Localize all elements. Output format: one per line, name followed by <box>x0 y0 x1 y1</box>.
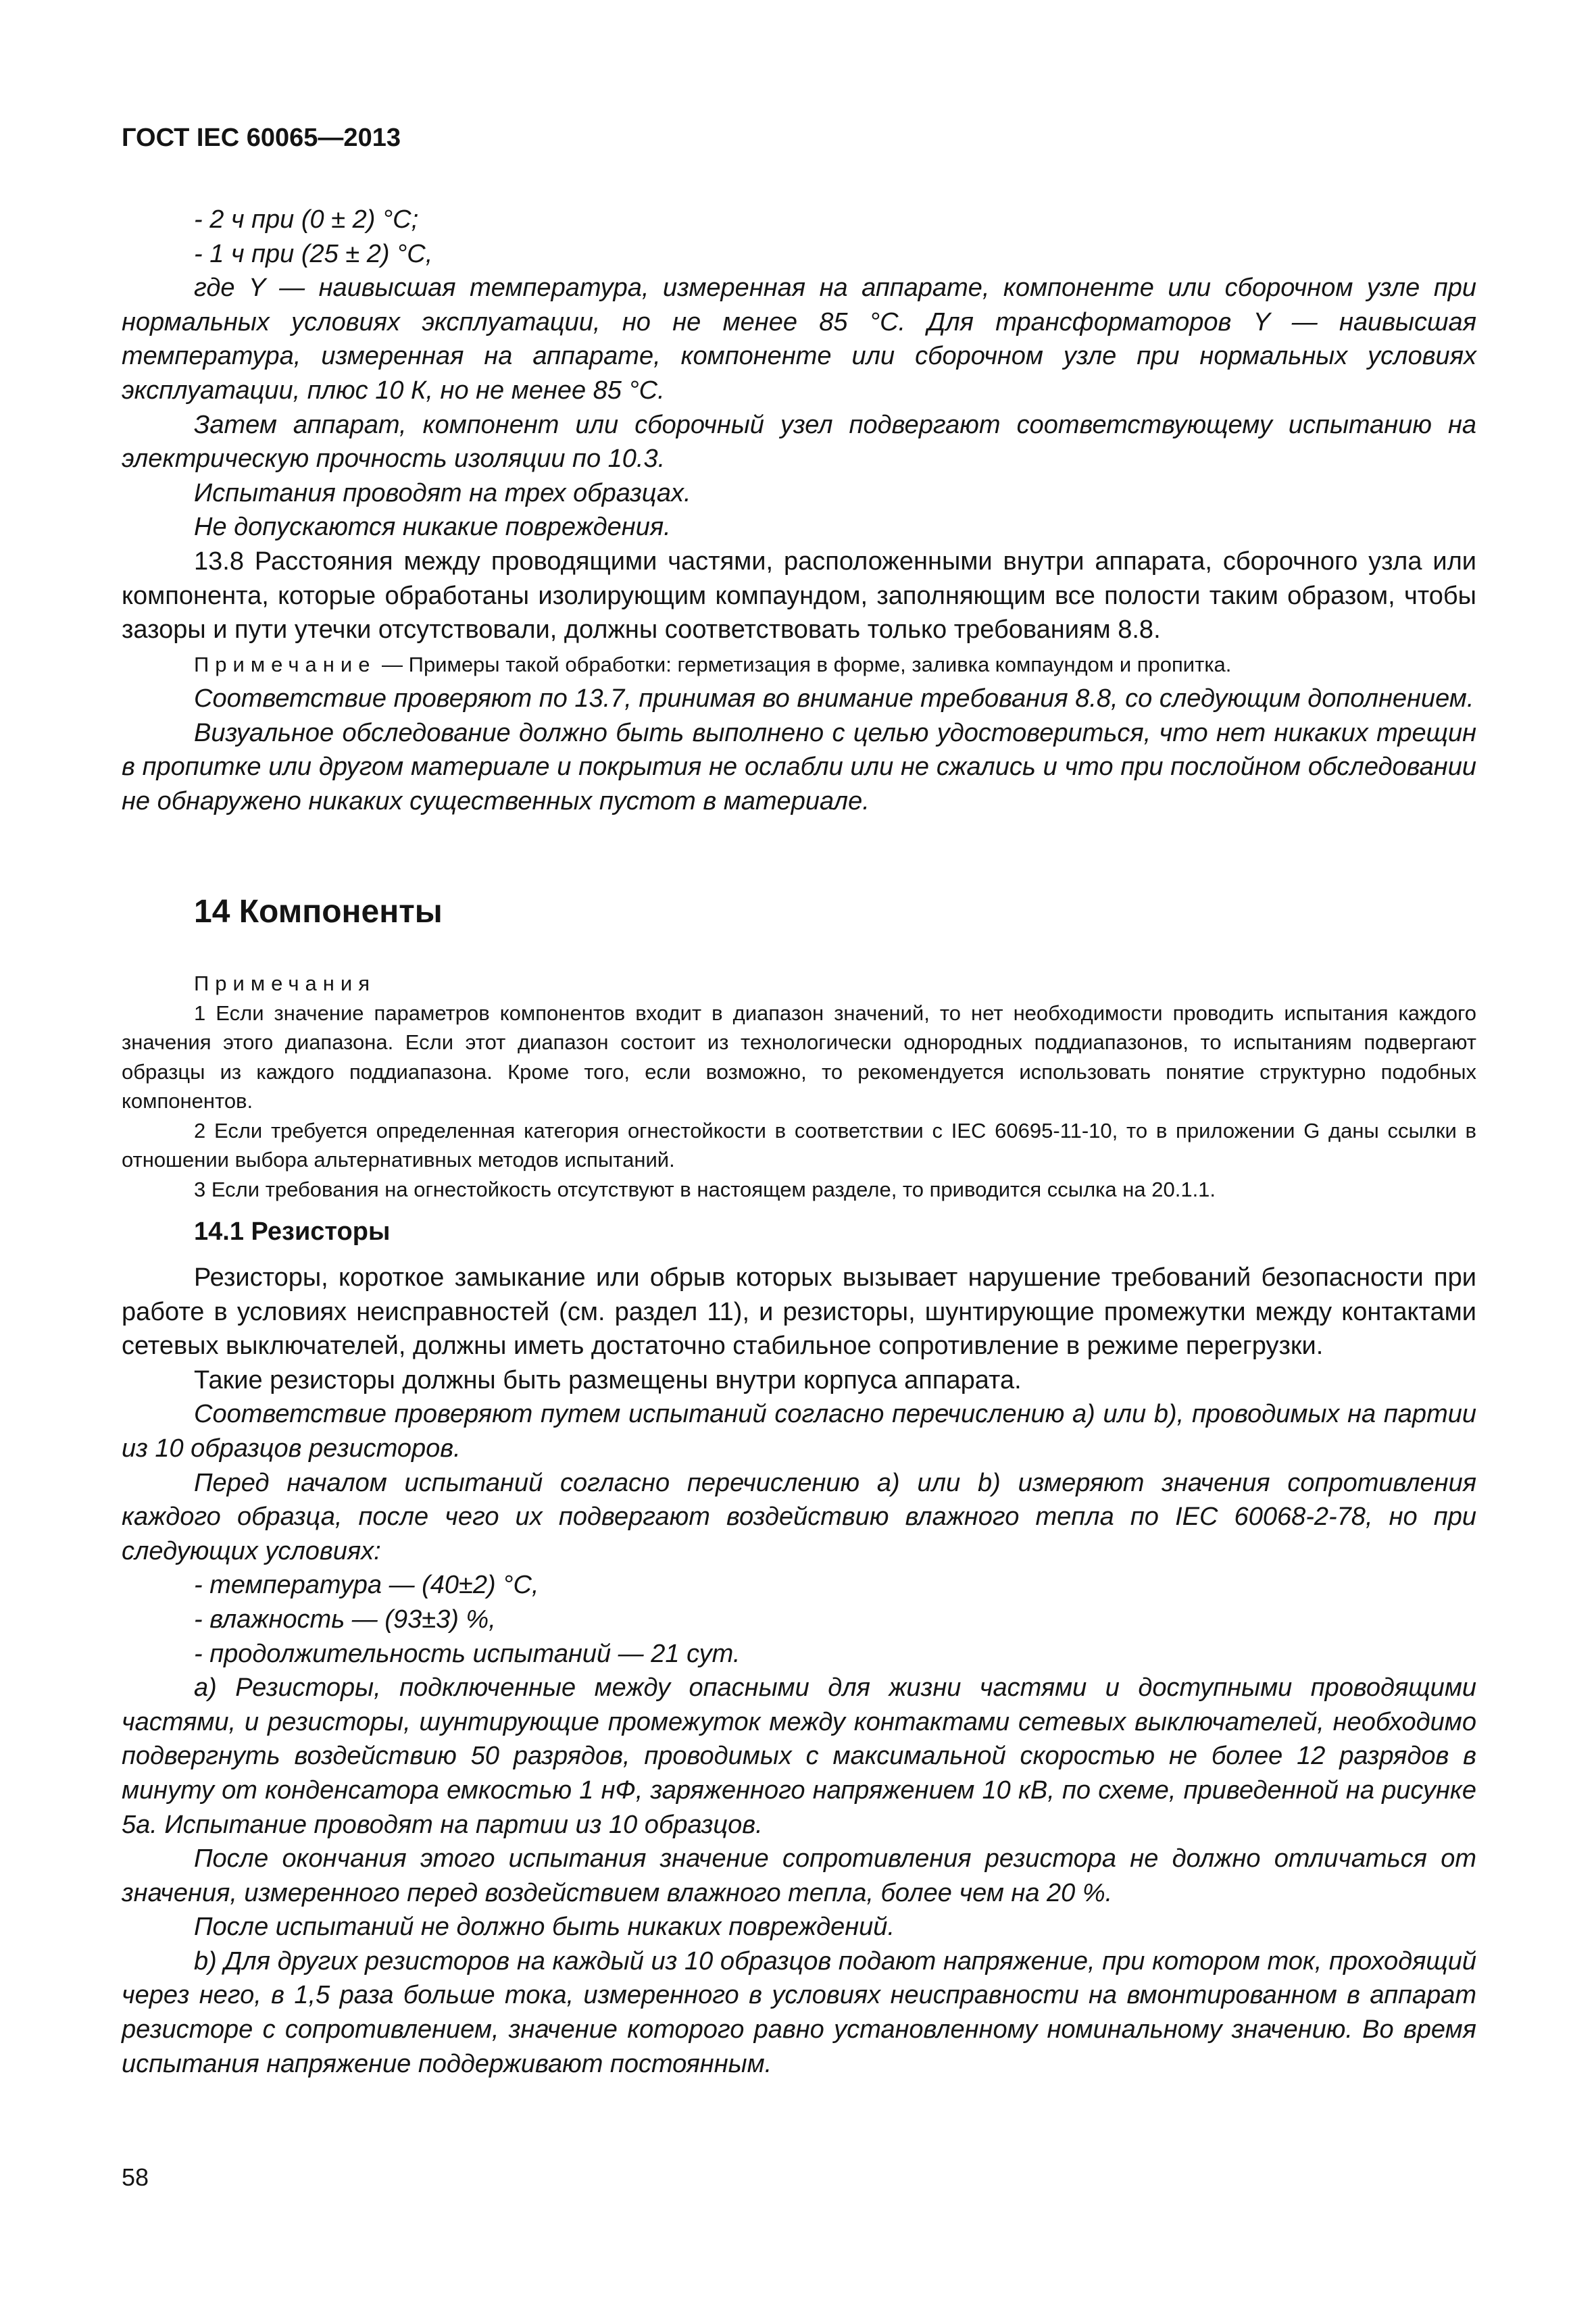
paragraph-no-damage: Не допускаются никакие повреждения. <box>194 513 671 542</box>
note-text: — Примеры такой обработки: герметизация в форме, заливка компаундом и пропитка. <box>376 652 1232 676</box>
subsection-title: 14.1 Резисторы <box>194 1217 391 1246</box>
duration-item: - 1 ч при (25 ± 2) °С, <box>194 239 433 268</box>
clause-13-7-continuation <box>122 203 1476 819</box>
section-14-notes <box>122 969 1476 1204</box>
notes-label: Примечания <box>194 972 376 995</box>
paragraph-resistors-placement: Такие резисторы должны быть размещены внутри корпуса аппарата. <box>194 1365 1022 1394</box>
paragraph-three-samples: Испытания проводят на трех образцах. <box>194 478 691 507</box>
paragraph-test-b: b) Для других резисторов на каждый из 10 образцов подают напряжение, при котором ток, проходящий через него, в 1,5 раза больше тока, измеренного в условиях неисправности на вмонтированном в аппарат резисторе с сопротивлением, значение которого равно установленному номинальному значению. Во время испытания напряжение поддерживают постоянным. <box>122 1946 1476 2078</box>
document-header: ГОСТ IEC 60065—2013 <box>122 124 401 152</box>
condition-item: - температура — (40±2) °С, <box>194 1571 539 1600</box>
paragraph-resistors-requirements: Резисторы, короткое замыкание или обрыв которых вызывает нарушение требований безопасности при работе в условиях неисправностей (см. раздел 11), и резисторы, шунтирующие промежутки между контактами сетевых выключателей, должны иметь достаточно стабильное сопротивление в режиме перегрузки. <box>122 1263 1476 1361</box>
note-item: 1 Если значение параметров компонентов входит в диапазон значений, то нет необходимости проводить испытания каждого значения этого диапазона. Если этот диапазон состоит из технологически однородных поддиапазонов, то испытаниям подвергают образцы из каждого поддиапазона. Кроме того, если возможно, то рекомендуется использовать понятие структурно подобных компонентов. <box>122 1001 1476 1113</box>
paragraph-where: где Y — наивысшая температура, измеренная на аппарате, компоненте или сборочном узле при нормальных условиях эксплуатации, но не менее 85 °С. Для трансформаторов Y — наивысшая температура, измеренная на аппарате, компоненте или сборочном узле при нормальных условиях эксплуатации, плюс 10 К, но не менее 85 °С. <box>122 274 1476 405</box>
paragraph-after-test: После окончания этого испытания значение сопротивления резистора не должно отличаться от значения, измеренного перед воздействием влажного тепла, более чем на 20 %. <box>122 1844 1476 1907</box>
clause-13-8: 13.8 Расстояния между проводящими частями, расположенными внутри аппарата, сборочного узла или компонента, которые обработаны изолирующим компаундом, заполняющим все полости таким образом, чтобы зазоры и пути утечки отсутствовали, должны соответствовать только требованиям 8.8. <box>122 547 1476 645</box>
paragraph-compliance-method: Соответствие проверяют путем испытаний согласно перечислению а) или b), проводимых на партии из 10 образцов резисторов. <box>122 1400 1476 1463</box>
paragraph-test-a: а) Резисторы, подключенные между опасными для жизни частями и доступными проводящими частями, и резисторы, шунтирующие промежуток между контактами сетевых выключателей, необходимо подвергнуть воздействию 50 разрядов, проводимых с максимальной скоростью не более 12 разрядов в минуту от конденсатора емкостью 1 нФ, заряженного напряжением 10 кВ, по схеме, приведенной на рисунке 5а. Испытание проводят на партии из 10 образцов. <box>122 1674 1476 1839</box>
section-title: 14 Компоненты <box>194 894 443 930</box>
duration-item: - 2 ч при (0 ± 2) °С; <box>194 205 419 234</box>
note-item: 2 Если требуется определенная категория огнестойкости в соответствии с IEC 60695-11-10, то в приложении G даны ссылки в отношении выбора альтернативных методов испытаний. <box>122 1118 1476 1172</box>
paragraph-compliance: Соответствие проверяют по 13.7, принимая во внимание требования 8.8, со следующим дополнением. <box>194 684 1474 713</box>
note-item: 3 Если требования на огнестойкость отсутствуют в настоящем разделе, то приводится ссылка на 20.1.1. <box>194 1177 1216 1201</box>
paragraph-visual-inspection: Визуальное обследование должно быть выполнено с целью удостовериться, что нет никаких трещин в пропитке или другом материале и покрытия не ослабли или не сжались и что при послойном обследовании не обнаружено никаких существенных пустот в материале. <box>122 718 1476 815</box>
paragraph-no-damage-after: После испытаний не должно быть никаких повреждений. <box>194 1913 895 1942</box>
clause-14-1-body <box>122 1261 1476 2081</box>
note-label: Примечание <box>194 652 376 676</box>
condition-item: - влажность — (93±3) %, <box>194 1605 496 1634</box>
page-number: 58 <box>122 2163 149 2191</box>
paragraph-then: Затем аппарат, компонент или сборочный узел подвергают соответствующему испытанию на электрическую прочность изоляции по 10.3. <box>122 410 1476 474</box>
condition-item: - продолжительность испытаний — 21 сут. <box>194 1639 741 1668</box>
note-13-8 <box>122 650 1476 680</box>
paragraph-damp-heat: Перед началом испытаний согласно перечислению а) или b) измеряют значения сопротивления каждого образца, после чего их подвергают воздействию влажного тепла по IEC 60068-2-78, но при следующих условиях: <box>122 1468 1476 1565</box>
